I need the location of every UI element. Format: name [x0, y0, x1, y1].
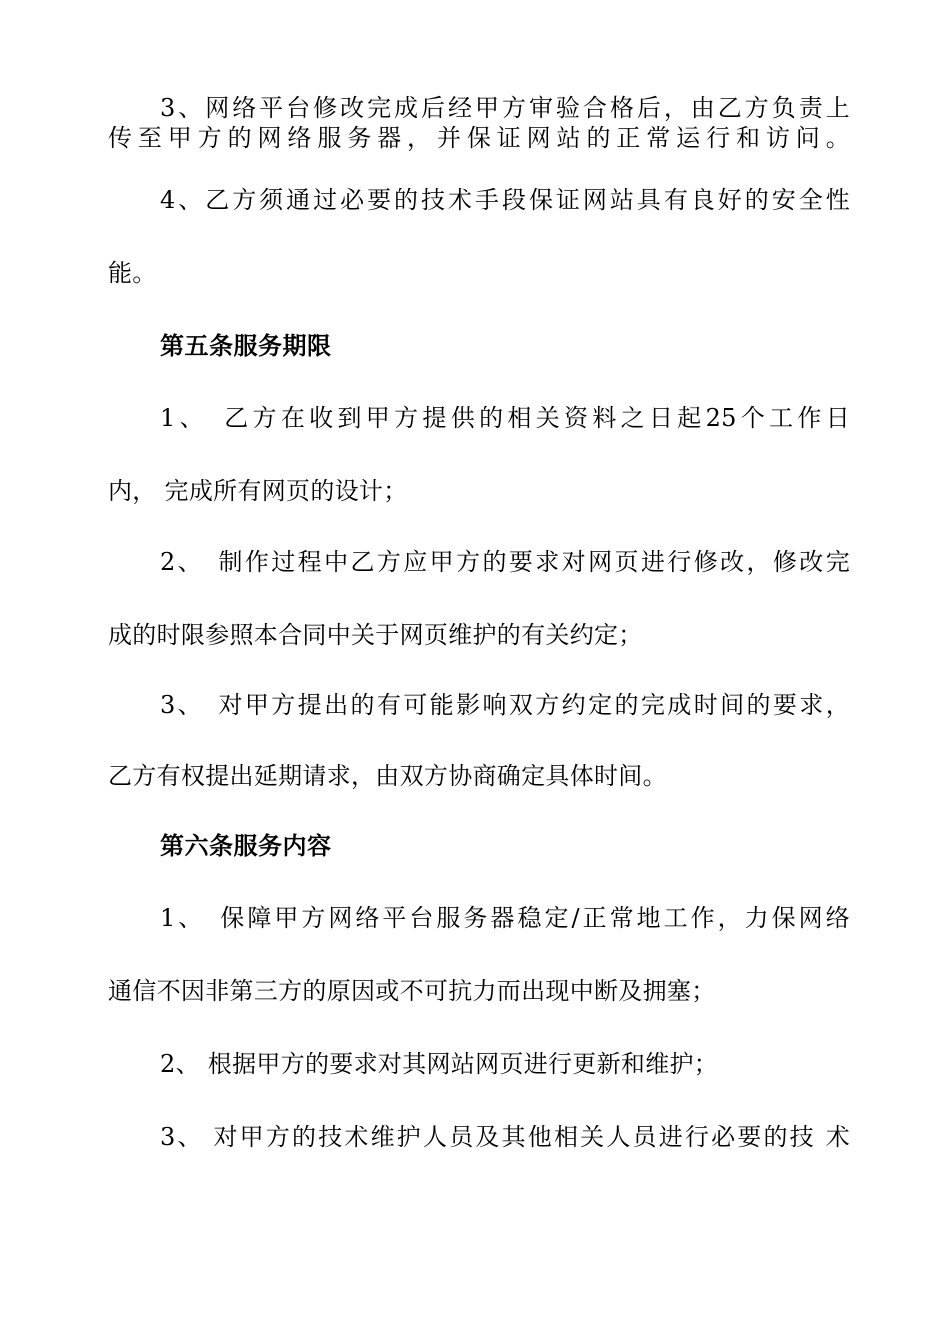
clause4-item4-line2: 能。 [108, 259, 157, 287]
clause5-item3-line1: 3、 对甲方提出的有可能影响双方约定的完成时间的要求， [160, 691, 850, 719]
clause5-item1-line1: 1、 乙方在收到甲方提供的相关资料之日起25个工作日 [160, 404, 850, 432]
clause6-item3-line1: 3、 对甲方的技术维护人员及其他相关人员进行必要的技 术 [160, 1123, 850, 1151]
clause5-item2-line2: 成的时限参照本合同中关于网页维护的有关约定； [108, 621, 643, 649]
clause5-item2-line1: 2、 制作过程中乙方应甲方的要求对网页进行修改，修改完 [160, 548, 850, 576]
clause4-item4-line1: 4、乙方须通过必要的技术手段保证网站具有良好的安全性 [160, 186, 850, 214]
clause5-heading: 第五条服务期限 [160, 332, 332, 360]
clause5-item3-line2: 乙方有权提出延期请求，由双方协商确定具体时间。 [108, 762, 667, 790]
clause4-item3-line1: 3、网络平台修改完成后经甲方审验合格后，由乙方负责上 [160, 94, 850, 122]
clause4-item3-line2: 传至甲方的网络服务器，并保证网站的正常运行和访问。 [108, 124, 850, 152]
clause6-item1-line2: 通信不因非第三方的原因或不可抗力而出现中断及拥塞； [108, 977, 716, 1005]
clause6-item1-line1: 1、 保障甲方网络平台服务器稳定/正常地工作，力保网络 [160, 904, 850, 932]
clause6-item2-line1: 2、 根据甲方的要求对其网站网页进行更新和维护； [160, 1050, 719, 1078]
clause5-item1-line2: 内， 完成所有网页的设计； [108, 477, 408, 505]
clause6-heading: 第六条服务内容 [160, 832, 332, 860]
